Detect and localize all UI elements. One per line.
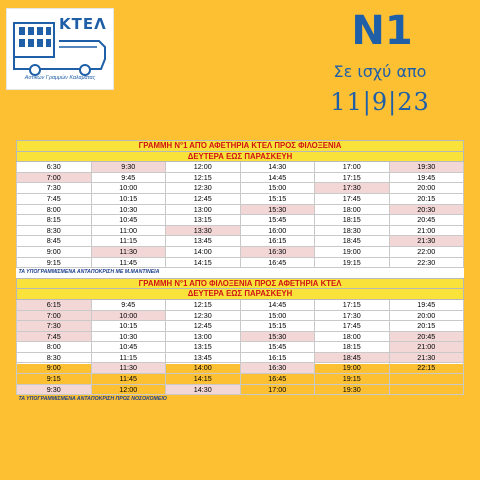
departure-time: 7:45 xyxy=(17,331,92,342)
departure-time: 15:45 xyxy=(240,215,315,226)
departure-time: 13:45 xyxy=(166,352,241,363)
table-row xyxy=(17,183,464,194)
departure-time: 17:00 xyxy=(240,384,315,395)
departure-time: 20:15 xyxy=(389,193,464,204)
timetable-body xyxy=(17,141,464,405)
logo-tagline: Αστικών Γραμμών Καλαμάτας xyxy=(24,75,96,81)
departure-time: 18:30 xyxy=(315,225,390,236)
departure-time: 8:00 xyxy=(17,204,92,215)
departure-time: 13:30 xyxy=(166,225,241,236)
departure-time: 16:30 xyxy=(240,363,315,374)
table-row xyxy=(17,342,464,353)
departure-time: 14:45 xyxy=(240,172,315,183)
departure-time: 17:15 xyxy=(315,172,390,183)
departure-time: 9:15 xyxy=(17,374,92,385)
departure-time: 6:15 xyxy=(17,299,92,310)
table-row xyxy=(17,236,464,247)
departure-time: 10:15 xyxy=(91,193,166,204)
departure-time: 16:45 xyxy=(240,374,315,385)
section-note-text: ΤΑ ΥΠΟΓΡΑΜΜΙΣΜΕΝΑ ΑΝΤΑΠΟΚΡΙΣΗ ΜΕ Μ.ΜΑΝΤΙΝΕΙΑ xyxy=(18,269,160,276)
table-row xyxy=(17,225,464,236)
table-row xyxy=(17,162,464,173)
departure-time: 10:15 xyxy=(91,321,166,332)
departure-time: 12:15 xyxy=(166,299,241,310)
departure-time: 15:00 xyxy=(240,183,315,194)
departure-time: 10:00 xyxy=(91,310,166,321)
departure-time: 22:15 xyxy=(389,363,464,374)
table-row xyxy=(17,352,464,363)
departure-time: 17:00 xyxy=(315,162,390,173)
departure-time: 10:45 xyxy=(91,342,166,353)
departure-time: 10:30 xyxy=(91,204,166,215)
departure-time: 22:00 xyxy=(389,246,464,257)
logo-name: ΚΤΕΛ xyxy=(59,15,107,33)
departure-time: 21:30 xyxy=(389,352,464,363)
departure-time: 12:45 xyxy=(166,321,241,332)
departure-time: 9:45 xyxy=(91,299,166,310)
departure-time: 17:30 xyxy=(315,183,390,194)
departure-time: 14:00 xyxy=(166,246,241,257)
departure-time: 12:00 xyxy=(91,384,166,395)
departure-time: 15:30 xyxy=(240,204,315,215)
departure-time: 20:15 xyxy=(389,321,464,332)
departure-time: 18:00 xyxy=(315,331,390,342)
departure-time: 18:45 xyxy=(315,352,390,363)
departure-time: 17:45 xyxy=(315,193,390,204)
departure-time: 11:30 xyxy=(91,363,166,374)
valid-from-label: Σε ισχύ απο xyxy=(333,62,427,81)
table-row xyxy=(17,215,464,226)
departure-time: 16:15 xyxy=(240,236,315,247)
departure-time: 20:45 xyxy=(389,215,464,226)
departure-time: 16:30 xyxy=(240,246,315,257)
table-row xyxy=(17,331,464,342)
table-row xyxy=(17,204,464,215)
section-title xyxy=(17,141,464,152)
departure-time: 15:00 xyxy=(240,310,315,321)
departure-time: 19:45 xyxy=(389,299,464,310)
departure-time: 17:45 xyxy=(315,321,390,332)
table-row xyxy=(17,193,464,204)
table-row xyxy=(17,299,464,310)
section-note xyxy=(17,268,464,279)
departure-time: 10:45 xyxy=(91,215,166,226)
departure-time: 7:30 xyxy=(17,321,92,332)
departure-time: 19:00 xyxy=(315,246,390,257)
departure-time: 19:15 xyxy=(315,257,390,268)
timetable-sheet xyxy=(16,140,464,403)
table-row xyxy=(17,257,464,268)
departure-time: 16:00 xyxy=(240,225,315,236)
departure-time: 13:45 xyxy=(166,236,241,247)
departure-time: 18:45 xyxy=(315,236,390,247)
departure-time: 12:15 xyxy=(166,172,241,183)
departure-time: 15:15 xyxy=(240,321,315,332)
departure-time: 18:00 xyxy=(315,204,390,215)
valid-from-date: 11|9|23 xyxy=(330,88,430,116)
departure-time: 19:30 xyxy=(315,384,390,395)
table-row xyxy=(17,246,464,257)
departure-time: 16:45 xyxy=(240,257,315,268)
departure-time: 8:30 xyxy=(17,225,92,236)
departure-time: 14:00 xyxy=(166,363,241,374)
section-days-text: ΔΕΥΤΕΡΑ ΕΩΣ ΠΑΡΑΣΚΕΥΗ xyxy=(17,289,464,300)
section-days-text: ΔΕΥΤΕΡΑ ΕΩΣ ΠΑΡΑΣΚΕΥΗ xyxy=(17,151,464,162)
departure-time: 12:00 xyxy=(166,162,241,173)
departure-time: 13:00 xyxy=(166,204,241,215)
departure-time: 7:30 xyxy=(17,183,92,194)
departure-time: 13:15 xyxy=(166,342,241,353)
departure-time: 11:15 xyxy=(91,236,166,247)
departure-time: 20:45 xyxy=(389,331,464,342)
departure-time: 16:15 xyxy=(240,352,315,363)
departure-time: 15:45 xyxy=(240,342,315,353)
departure-time: 19:00 xyxy=(315,363,390,374)
departure-time: 15:15 xyxy=(240,193,315,204)
departure-time: 11:45 xyxy=(91,257,166,268)
departure-time: 21:00 xyxy=(389,342,464,353)
table-row xyxy=(17,374,464,385)
departure-time: 20:00 xyxy=(389,310,464,321)
departure-time: 13:15 xyxy=(166,215,241,226)
table-row xyxy=(17,321,464,332)
departure-time: 7:00 xyxy=(17,172,92,183)
departure-time: 10:30 xyxy=(91,331,166,342)
departure-time: 20:00 xyxy=(389,183,464,194)
departure-time: 11:45 xyxy=(91,374,166,385)
departure-time: 15:30 xyxy=(240,331,315,342)
departure-time: 9:15 xyxy=(17,257,92,268)
departure-time: 22:30 xyxy=(389,257,464,268)
section-title-text: ΓΡΑΜΜΗ Ν°1 ΑΠΌ ΑΦΕΤΗΡΙΑ ΚΤΕΛ ΠΡΟΣ ΦΙΛΟΞΕΝΙΑ xyxy=(17,141,464,152)
timetable xyxy=(16,140,464,405)
departure-time: 9:00 xyxy=(17,246,92,257)
section-note xyxy=(17,395,464,405)
table-row xyxy=(17,172,464,183)
departure-time: 11:15 xyxy=(91,352,166,363)
departure-time: 20:30 xyxy=(389,204,464,215)
section-days xyxy=(17,289,464,300)
section-days xyxy=(17,151,464,162)
table-row xyxy=(17,363,464,374)
departure-time: 9:45 xyxy=(91,172,166,183)
departure-time: 6:30 xyxy=(17,162,92,173)
ktel-logo xyxy=(6,8,114,90)
departure-time: 7:45 xyxy=(17,193,92,204)
departure-time xyxy=(389,384,464,395)
section-note-text: ΤΑ ΥΠΟΓΡΑΜΜΙΣΜΕΝΑ ΑΝΤΑΠΟΚΡΙΣΗ ΠΡΟΣ ΝΟΣΟΚΟΜΕΙΟ xyxy=(18,396,167,403)
departure-time: 21:30 xyxy=(389,236,464,247)
departure-time: 19:30 xyxy=(389,162,464,173)
departure-time: 8:15 xyxy=(17,215,92,226)
departure-time: 14:30 xyxy=(240,162,315,173)
departure-time: 17:15 xyxy=(315,299,390,310)
table-row xyxy=(17,310,464,321)
table-row xyxy=(17,384,464,395)
departure-time: 19:15 xyxy=(315,374,390,385)
departure-time: 12:30 xyxy=(166,310,241,321)
departure-time: 11:00 xyxy=(91,225,166,236)
departure-time: 7:00 xyxy=(17,310,92,321)
departure-time: 19:45 xyxy=(389,172,464,183)
section-title xyxy=(17,278,464,289)
departure-time: 12:45 xyxy=(166,193,241,204)
departure-time: 14:30 xyxy=(166,384,241,395)
departure-time: 10:00 xyxy=(91,183,166,194)
departure-time: 17:30 xyxy=(315,310,390,321)
departure-time: 14:15 xyxy=(166,257,241,268)
departure-time: 11:30 xyxy=(91,246,166,257)
departure-time: 12:30 xyxy=(166,183,241,194)
departure-time: 9:00 xyxy=(17,363,92,374)
departure-time: 8:00 xyxy=(17,342,92,353)
route-code: Ν1 xyxy=(351,8,413,54)
departure-time: 8:30 xyxy=(17,352,92,363)
departure-time: 9:30 xyxy=(17,384,92,395)
departure-time xyxy=(389,374,464,385)
departure-time: 14:45 xyxy=(240,299,315,310)
departure-time: 8:45 xyxy=(17,236,92,247)
departure-time: 9:30 xyxy=(91,162,166,173)
departure-time: 18:15 xyxy=(315,215,390,226)
departure-time: 18:15 xyxy=(315,342,390,353)
departure-time: 13:00 xyxy=(166,331,241,342)
departure-time: 14:15 xyxy=(166,374,241,385)
section-title-text: ΓΡΑΜΜΗ Ν°1 ΑΠΌ ΦΙΛΟΞΕΝΙΑ ΠΡΟΣ ΑΦΕΤΗΡΙΑ ΚΤΕΛ xyxy=(17,278,464,289)
departure-time: 21:00 xyxy=(389,225,464,236)
